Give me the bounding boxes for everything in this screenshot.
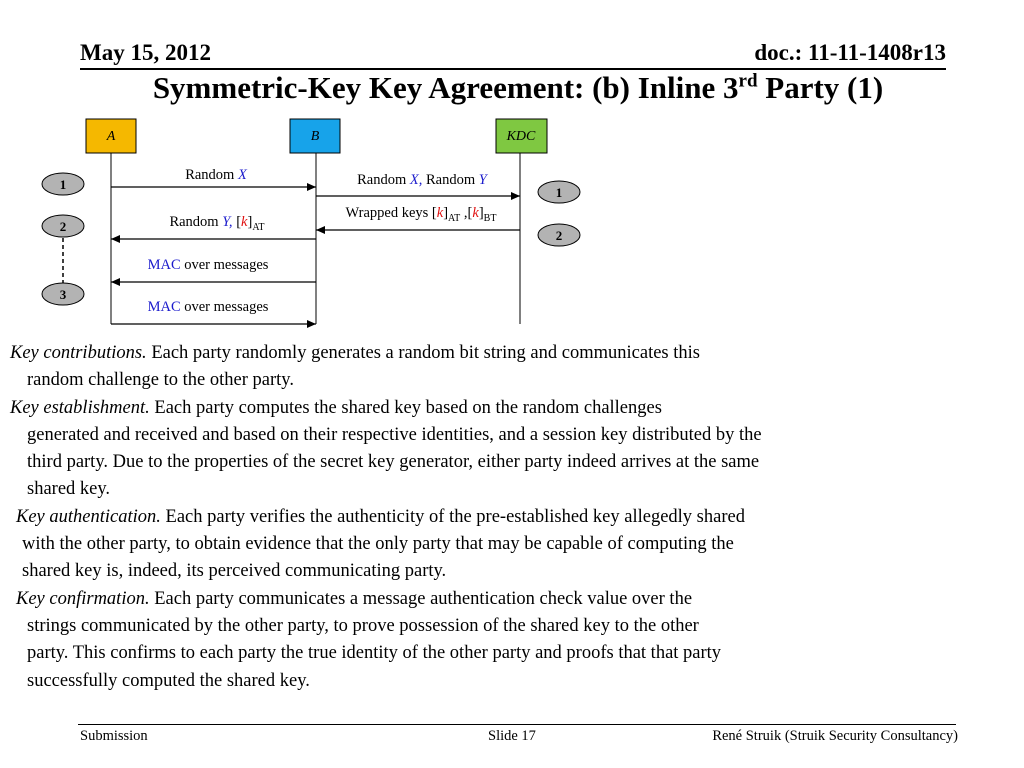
p4-line4: successfully computed the shared key.: [27, 670, 310, 691]
step-badge-right-2: [538, 224, 580, 246]
step-badge-right-1: [538, 181, 580, 203]
party-kdc: [496, 119, 547, 153]
msg-mac-b-to-a-label: MAC over messages: [147, 257, 269, 273]
step-badge-left-3: [42, 283, 84, 305]
p2-line2: generated and received and based on their respective identities, and a session key distributed by the: [27, 424, 762, 445]
svg-text:2: 2: [59, 219, 67, 234]
footer-rule: [78, 724, 956, 725]
svg-text:1: 1: [555, 185, 563, 200]
party-kdc-label: KDC: [506, 129, 536, 144]
term-key-authentication: Key authentication.: [16, 506, 161, 527]
p4-line2: strings communicated by the other party, to prove possession of the shared key to the other: [27, 615, 699, 636]
p1-line2: random challenge to the other party.: [27, 370, 294, 391]
title-rest: Party (1): [757, 70, 884, 105]
p3-line1: Each party verifies the authenticity of the pre-established key allegedly shared: [160, 506, 745, 527]
p4-line3: party. This confirms to each party the true identity of the other party and proofs that that party: [27, 643, 722, 664]
title-main: Symmetric-Key Key Agreement: (b) Inline 3: [152, 70, 739, 105]
p2-line3: third party. Due to the properties of the secret key generator, either party indeed arrives at the same: [27, 452, 760, 473]
party-b: [290, 119, 340, 153]
svg-text:1: 1: [59, 177, 67, 192]
svg-text:3: 3: [59, 287, 67, 302]
svg-text:2: 2: [555, 228, 563, 243]
paragraph-key-establishment: [10, 395, 1010, 504]
p1-line1: Each party randomly generates a random bit string and communicates this: [146, 343, 700, 363]
party-a: [86, 119, 136, 153]
p2-line4: shared key.: [27, 479, 111, 500]
term-key-establishment: Key establishment.: [10, 397, 150, 418]
step-badge-left-2: [42, 215, 84, 237]
msg-kdc-randoms-label: Random X, Random Y: [357, 172, 487, 188]
paragraph-key-confirmation: [10, 586, 1010, 695]
paragraph-key-authentication: [10, 504, 1010, 586]
msg-random-x-label: Random X: [185, 167, 247, 183]
msg-wrapped-keys-label: Wrapped keys $[k]_{AT}$ $,[k]_{BT}$: [345, 205, 497, 224]
p2-line1: Each party computes the shared key based on the random challenges: [149, 397, 662, 418]
step-badge-left-1: [42, 173, 84, 195]
party-a-label: A: [106, 129, 116, 144]
term-key-confirmation: Key confirmation.: [16, 588, 150, 609]
protocol-diagram: [0, 0, 1024, 340]
paragraph-key-contributions: [10, 340, 1010, 395]
footer-slide-number: Slide 17: [488, 728, 536, 744]
party-b-label: B: [310, 129, 320, 144]
title-superscript: rd: [738, 70, 758, 92]
header-doc-number: doc.: 11-11-1408r13: [754, 40, 946, 65]
footer-submission: Submission: [80, 728, 148, 744]
p4-line1: Each party communicates a message authentication check value over the: [149, 588, 693, 609]
header-date: May 15, 2012: [80, 40, 211, 65]
p3-line3: shared key is, indeed, its perceived communicating party.: [22, 561, 447, 582]
p3-line2: with the other party, to obtain evidence that the only party that may be capable of computing the: [22, 534, 734, 555]
footer-author: René Struik (Struik Security Consultancy): [712, 728, 958, 744]
term-key-contributions: Key contributions.: [10, 343, 147, 363]
msg-mac-a-to-b-label: MAC over messages: [147, 299, 269, 315]
body-text: [10, 340, 1010, 695]
msg-random-y-label: Random Y, $[k]_{AT}$: [169, 214, 265, 233]
